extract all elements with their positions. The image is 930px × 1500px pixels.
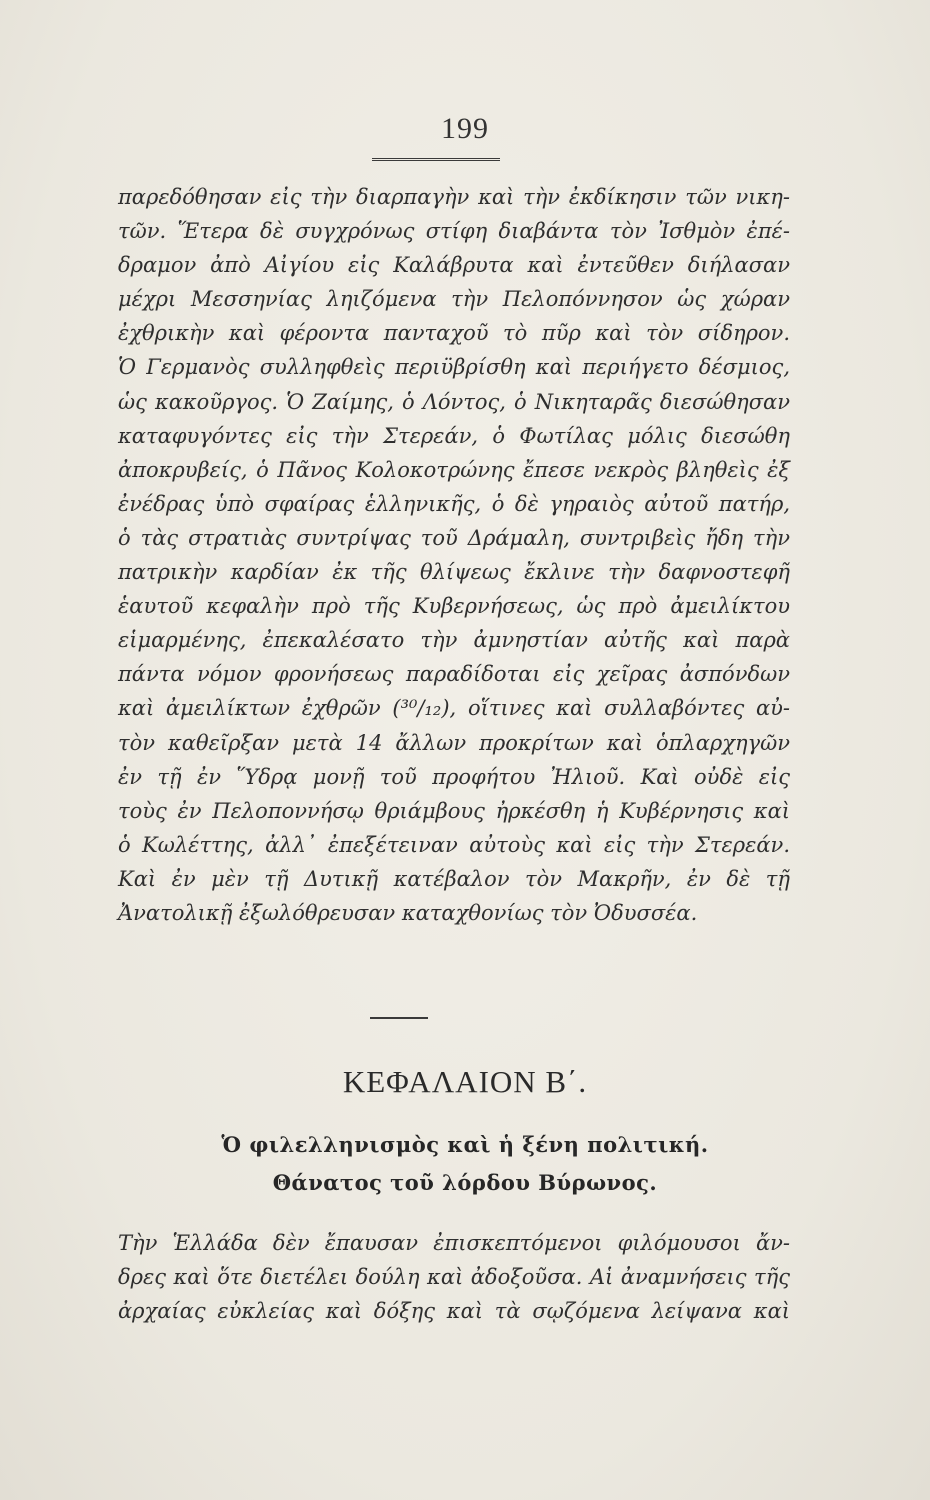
text-line: τοὺς ἐν Πελοποννήσῳ θριάμβους ἠρκέσθη ἡ Κυβέρνησις καὶ (118, 798, 790, 823)
text-line: Καὶ ἐν μὲν τῇ Δυτικῇ κατέβαλον τὸν Μακρῆν, ἐν δὲ τῇ (118, 866, 790, 891)
chapter-heading: ΚΕΦΑΛΑΙΟΝ Β΄. (342, 1064, 588, 1099)
text-line: καὶ ἀμειλίκτων ἐχθρῶν (³⁰/₁₂), οἵτινες καὶ συλλαβόντες αὐ- (118, 696, 790, 721)
text-line: μέχρι Μεσσηνίας ληιζόμενα τὴν Πελοπόννησον ὡς χώραν (118, 287, 790, 312)
paragraph-chapter-opening (118, 1226, 790, 1328)
text-line: ἑαυτοῦ κεφαλὴν πρὸ τῆς Κυβερνήσεως, ὡς πρὸ ἀμειλίκτου (118, 594, 790, 619)
text-line: εἱμαρμένης, ἐπεκαλέσατο τὴν ἀμνηστίαν αὐτῆς καὶ παρὰ (118, 628, 790, 653)
page-number: 199 (441, 112, 489, 145)
text-line: δραμον ἀπὸ Αἰγίου εἰς Καλάβρυτα καὶ ἐντεῦθεν διήλασαν (118, 253, 790, 278)
text-line: δρες καὶ ὅτε διετέλει δούλη καὶ ἀδοξοῦσα. Αἱ ἀναμνήσεις τῆς (118, 1265, 790, 1290)
text-line: Ἀνατολικῇ ἐξωλόθρευσαν καταχθονίως τὸν Ὀδυσσέα. (118, 900, 698, 925)
page-number-rule (372, 158, 500, 161)
text-line: ἀρχαίας εὐκλείας καὶ δόξης καὶ τὰ σῳζόμενα λείψανα καὶ (118, 1299, 790, 1324)
text-line: ἐνέδρας ὑπὸ σφαίρας ἑλληνικῆς, ὁ δὲ γηραιὸς αὐτοῦ πατήρ, (118, 491, 790, 516)
text-line: παρεδόθησαν εἰς τὴν διαρπαγὴν καὶ τὴν ἐκδίκησιν τῶν νικη- (118, 185, 790, 209)
text-line: ἐν τῇ ἐν Ὕδρᾳ μονῇ τοῦ προφήτου Ἠλιοῦ. Καὶ οὐδὲ εἰς (118, 764, 790, 789)
section-divider (370, 1017, 428, 1019)
text-line: πάντα νόμον φρονήσεως παραδίδοται εἰς χεῖρας ἀσπόνδων (118, 662, 790, 687)
text-line: τὸν καθεῖρξαν μετὰ 14 ἄλλων προκρίτων καὶ ὁπλαρχηγῶν (118, 730, 790, 755)
text-line: Ὁ Γερμανὸς συλληφθεὶς περιϋβρίσθη καὶ περιήγετο δέσμιος, (118, 355, 790, 380)
chapter-subtitle: Ὁ φιλελληνισμὸς καὶ ἡ ξένη πολιτική. (221, 1132, 709, 1157)
text-line: πατρικὴν καρδίαν ἐκ τῆς θλίψεως ἔκλινε τὴν δαφνοστεφῆ (118, 560, 790, 585)
text-line: ὁ τὰς στρατιὰς συντρίψας τοῦ Δράμαλη, συντριβεὶς ἤδη τὴν (118, 525, 790, 550)
text-line: τῶν. Ἕτερα δὲ συγχρόνως στίφη διαβάντα τὸν Ἰσθμὸν ἐπέ- (118, 219, 790, 244)
text-line: ἀποκρυβείς, ὁ Πᾶνος Κολοκοτρώνης ἔπεσε νεκρὸς βληθεὶς ἐξ (118, 457, 790, 482)
text-line: ὁ Κωλέττης, ἀλλ᾽ ἐπεξέτειναν αὐτοὺς καὶ εἰς τὴν Στερεάν. (118, 832, 790, 857)
text-line: ὡς κακοῦργος. Ὁ Ζαίμης, ὁ Λόντος, ὁ Νικηταρᾶς διεσώθησαν (118, 389, 790, 414)
text-line: Τὴν Ἑλλάδα δὲν ἔπαυσαν ἐπισκεπτόμενοι φιλόμουσοι ἄν- (118, 1231, 790, 1255)
paragraph-continued (118, 180, 790, 930)
text-line: ἐχθρικὴν καὶ φέροντα πανταχοῦ τὸ πῦρ καὶ τὸν σίδηρον. (118, 321, 790, 346)
chapter-subtitle: Θάνατος τοῦ λόρδου Βύρωνος. (272, 1170, 658, 1195)
text-line: καταφυγόντες εἰς τὴν Στερεάν, ὁ Φωτίλας μόλις διεσώθη (118, 423, 790, 448)
